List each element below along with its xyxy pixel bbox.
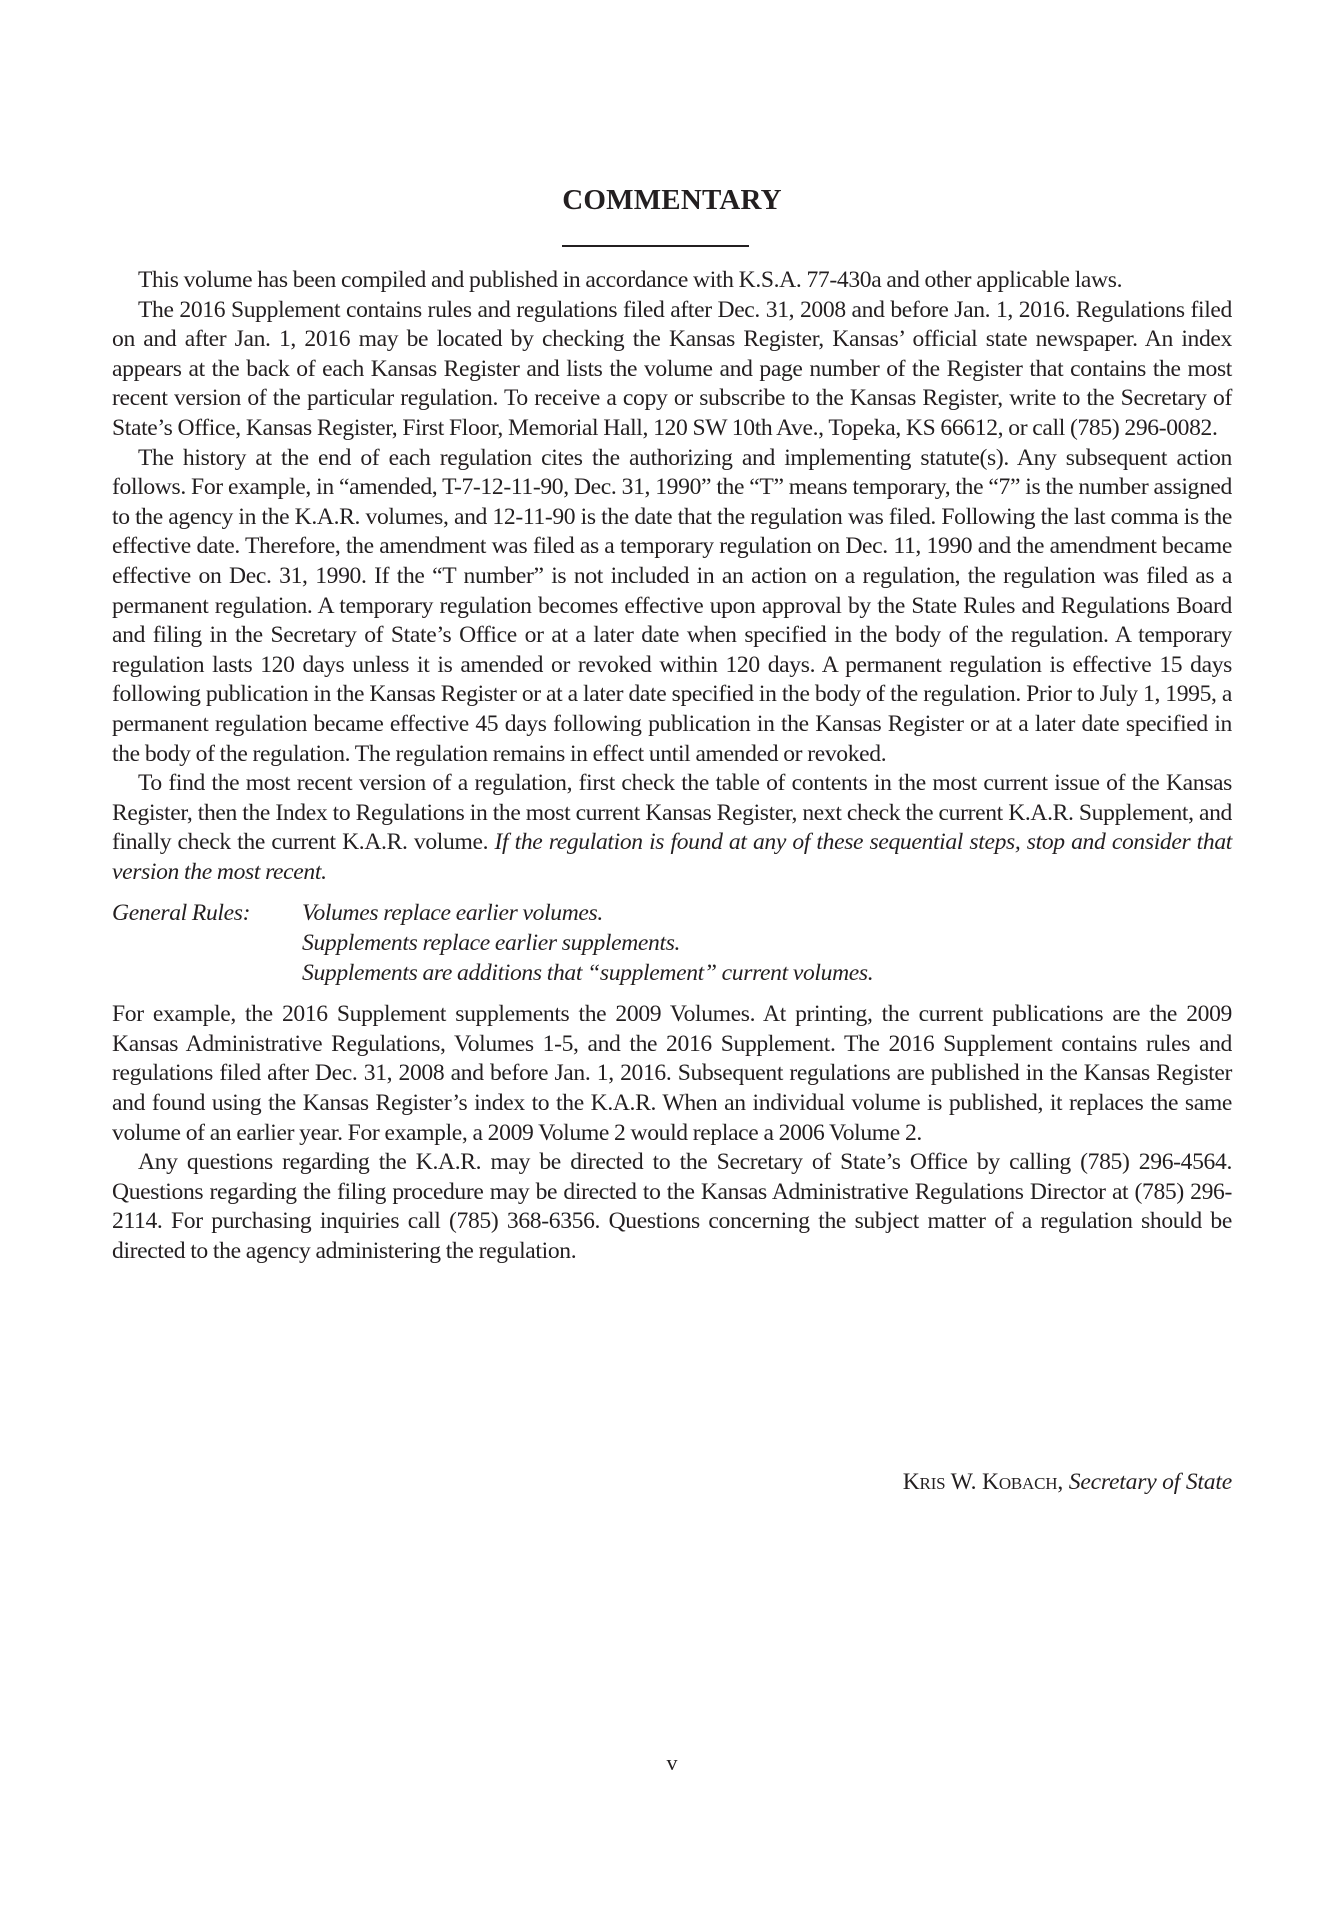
general-rule-item: Volumes replace earlier volumes. [302, 900, 603, 927]
signatory-name: Kris W. Kobach [902, 1469, 1058, 1495]
page-number: v [666, 1750, 678, 1775]
signature [112, 1467, 1232, 1497]
general-rules [112, 899, 1232, 988]
paragraph-contacts: Any questions regarding the K.A.R. may be directed to the Secretary of State’s Office by calling (785) 296-4564. Questions regarding the filing procedure may be directed to the Kansas Administrative Regulations Director at (785) 296-2114. For purchasing inquiries call (785) 368-6356. Questions concerning the subject matter of a regulation should be directed to the agency administering the regulation. [112, 1149, 1232, 1264]
general-rules-label: General Rules: [112, 900, 251, 927]
page-title: COMMENTARY [562, 184, 782, 216]
general-rules-list [302, 899, 1232, 988]
paragraph-find-recent [112, 769, 1232, 887]
paragraph-compilation: This volume has been compiled and published in accordance with K.S.A. 77-430a and other applicable laws. [138, 267, 1123, 293]
paragraph-supplement-scope: The 2016 Supplement contains rules and regulations filed after Dec. 31, 2008 and before Jan. 1, 2016. Regulations filed on and after Jan. 1, 2016 may be located by checking the Kansas Register, Kansas’ official state newspaper. An index appears at the back of each Kansas Register and lists the volume and page number of the Register that contains the most recent version of the particular regulation. To receive a copy or subscribe to the Kansas Register, write to the Secretary of State’s Office, Kansas Register, First Floor, Memorial Hall, 120 SW 10th Ave., Topeka, KS 66612, or call (785) 296-0082. [112, 296, 1232, 441]
commentary-body [112, 266, 1232, 1267]
general-rule-item: Supplements are additions that “supplement” current volumes. [302, 959, 874, 986]
signatory-role: Secretary of State [1068, 1469, 1232, 1495]
title-divider [562, 245, 749, 247]
find-recent-text: To find the most recent version of a regulation, first check the table of contents in the most current issue of the Kansas Register, then the Index to Regulations in the most current Kansas Register, next check the current K.A.R. Supplement, and finally check the current K.A.R. volume. [112, 770, 1232, 856]
signature-separator: , [1057, 1469, 1069, 1495]
general-rule-item: Supplements replace earlier supplements. [302, 930, 681, 957]
find-recent-emphasis: If the regulation is found at any of these sequential steps, stop and consider that version the most recent. [112, 829, 1232, 885]
paragraph-history: The history at the end of each regulation cites the authorizing and implementing statute(s). Any subsequent action follows. For example, in “amended, T-7-12-11-90, Dec. 31, 1990” the “T” means temporary, the “7” is the number assigned to the agency in the K.A.R. volumes, and 12-11-90 is the date that the regulation was filed. Following the last comma is the effective date. Therefore, the amendment was filed as a temporary regulation on Dec. 11, 1990 and the amendment became effective on Dec. 31, 1990. If the “T number” is not included in an action on a regulation, the regulation was filed as a permanent regulation. A temporary regulation becomes effective upon approval by the State Rules and Regulations Board and filing in the Secretary of State’s Office or at a later date when specified in the body of the regulation. A temporary regulation lasts 120 days unless it is amended or revoked within 120 days. A permanent regulation is effective 15 days following publication in the Kansas Register or at a later date specified in the body of the regulation. Prior to July 1, 1995, a permanent regulation became effective 45 days following publication in the Kansas Register or at a later date specified in the body of the regulation. The regulation remains in effect until amended or revoked. [112, 444, 1232, 767]
paragraph-example: For example, the 2016 Supplement supplements the 2009 Volumes. At printing, the current publications are the 2009 Kansas Administrative Regulations, Volumes 1-5, and the 2016 Supplement. The 2016 Supplement contains rules and regulations filed after Dec. 31, 2008 and before Jan. 1, 2016. Subsequent regulations are published in the Kansas Register and found using the Kansas Register’s index to the K.A.R. When an individual volume is published, it replaces the same volume of an earlier year. For example, a 2009 Volume 2 would replace a 2006 Volume 2. [112, 1001, 1232, 1146]
